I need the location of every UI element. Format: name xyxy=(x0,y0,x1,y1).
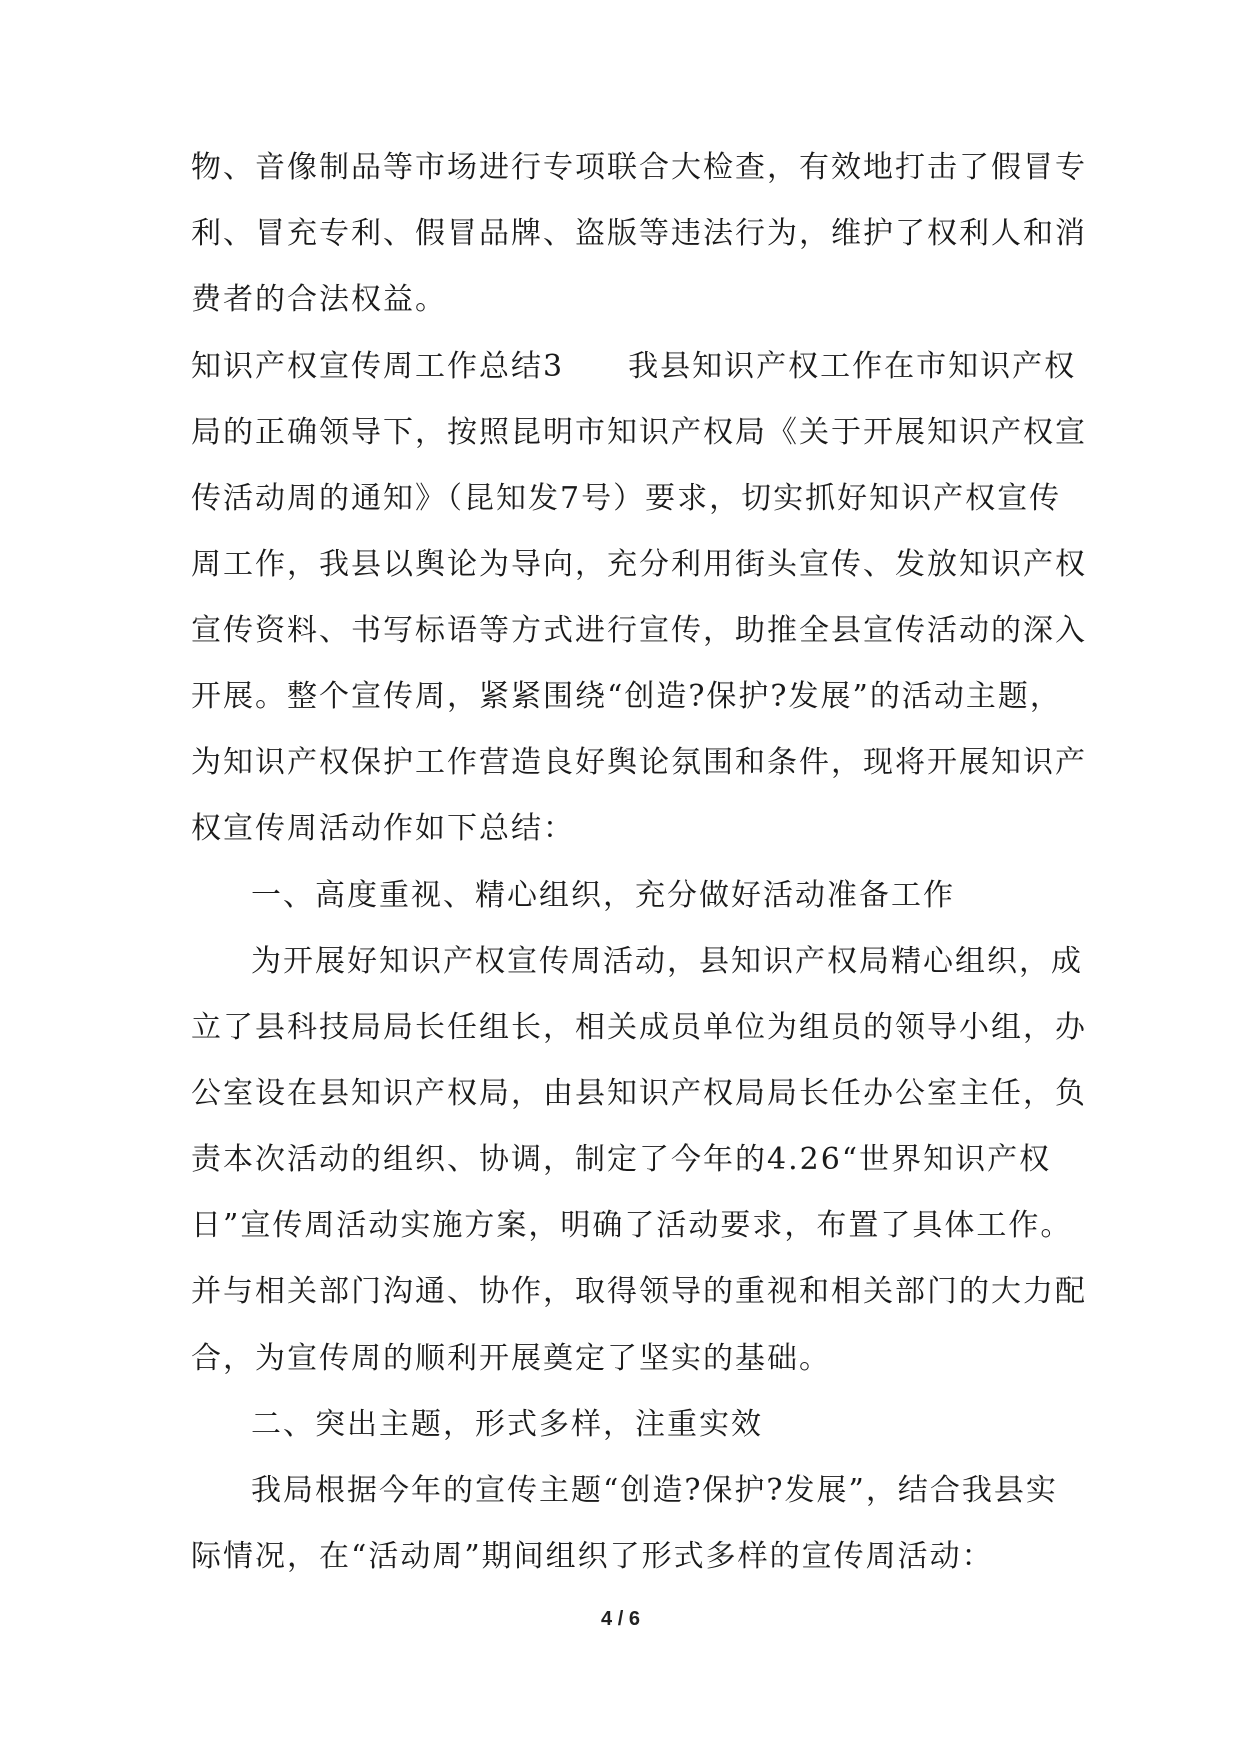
text-line: 责本次活动的组织、协调，制定了今年的4.26“世界知识产权 xyxy=(191,1142,1052,1177)
text-line: 传活动周的通知》（昆知发7号）要求，切实抓好知识产权宣传 xyxy=(191,481,1062,516)
text-line: 宣传资料、书写标语等方式进行宣传，助推全县宣传活动的深入 xyxy=(191,613,1087,648)
text-line: 并与相关部门沟通、协作，取得领导的重视和相关部门的大力配 xyxy=(191,1274,1087,1309)
text-line: 公室设在县知识产权局，由县知识产权局局长任办公室主任，负 xyxy=(191,1076,1087,1111)
text-line: 开展。整个宣传周，紧紧围绕“创造?保护?发展”的活动主题， xyxy=(191,679,1062,714)
text-line: 权宣传周活动作如下总结： xyxy=(191,811,575,846)
text-line: 周工作，我县以舆论为导向，充分利用街头宣传、发放知识产权 xyxy=(191,547,1087,582)
text-line: 日”宣传周活动实施方案，明确了活动要求，布置了具体工作。 xyxy=(191,1208,1073,1243)
text-line: 际情况，在“活动周”期间组织了形式多样的宣传周活动： xyxy=(191,1539,994,1574)
text-line: 立了县科技局局长任组长，相关成员单位为组员的领导小组，办 xyxy=(191,1010,1087,1045)
text-line: 物、音像制品等市场进行专项联合大检查，有效地打击了假冒专 xyxy=(191,150,1087,185)
paragraph-start-line: 我局根据今年的宣传主题“创造?保护?发展”，结合我县实 xyxy=(251,1473,1058,1508)
text-line: 费者的合法权益。 xyxy=(191,282,447,317)
paragraph-start-line: 为开展好知识产权宣传周活动，县知识产权局精心组织，成 xyxy=(251,944,1083,979)
text-line: 为知识产权保护工作营造良好舆论氛围和条件，现将开展知识产 xyxy=(191,745,1087,780)
section-title-line: 知识产权宣传周工作总结3 我县知识产权工作在市知识产权 xyxy=(191,349,1077,384)
heading-2: 二、突出主题，形式多样，注重实效 xyxy=(251,1407,763,1442)
text-line: 利、冒充专利、假冒品牌、盗版等违法行为，维护了权利人和消 xyxy=(191,216,1087,251)
heading-1: 一、高度重视、精心组织，充分做好活动准备工作 xyxy=(251,878,955,913)
text-line: 局的正确领导下，按照昆明市知识产权局《关于开展知识产权宣 xyxy=(191,415,1087,450)
text-line: 合，为宣传周的顺利开展奠定了坚实的基础。 xyxy=(191,1341,831,1376)
page-number: 4 / 6 xyxy=(601,1608,640,1630)
